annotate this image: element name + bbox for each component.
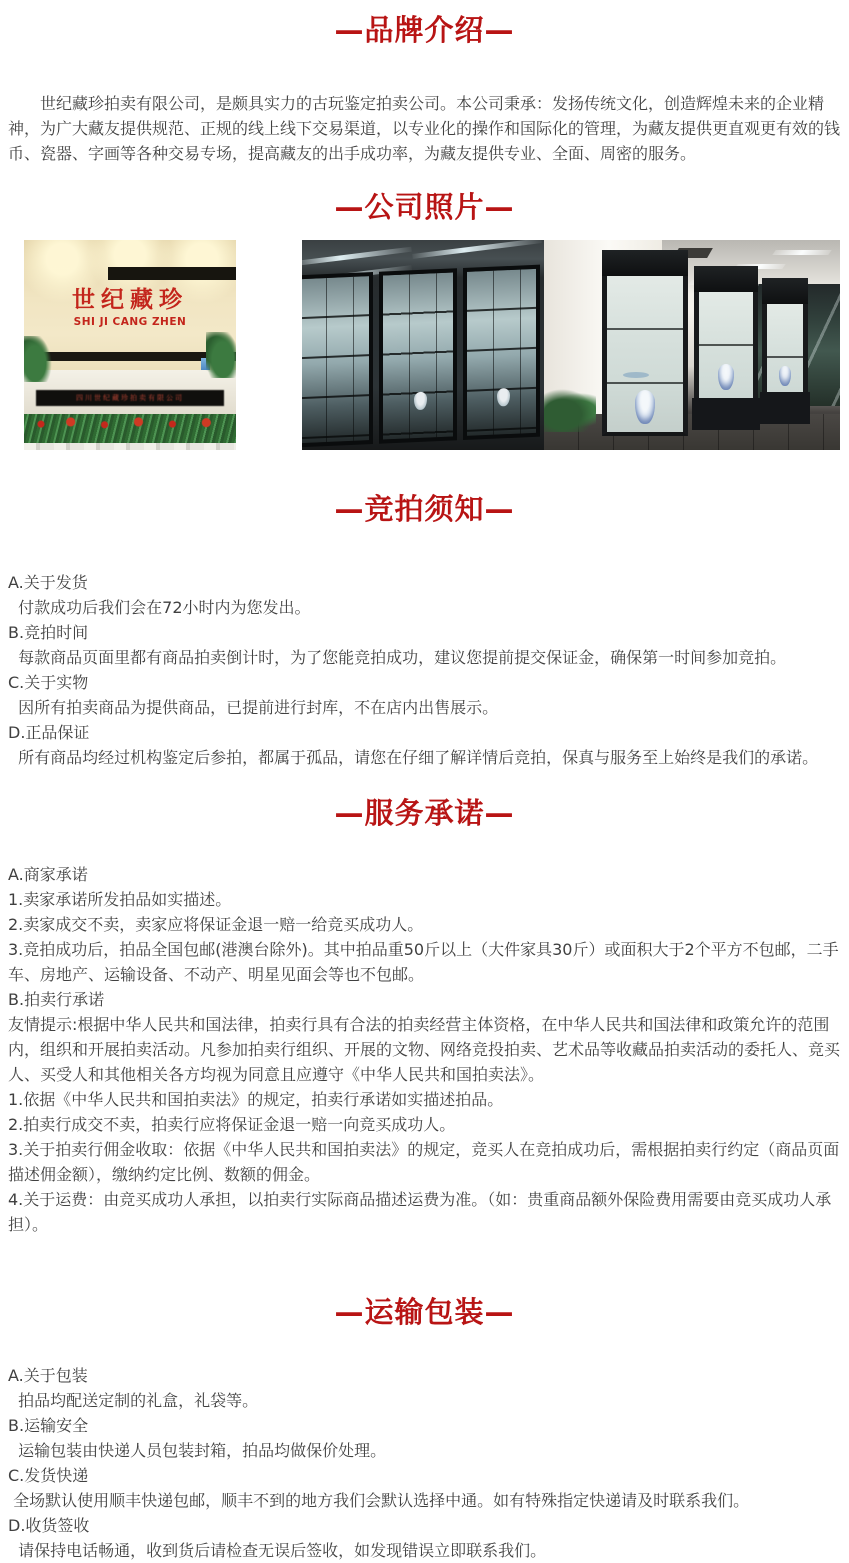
blue-white-vase: [635, 390, 655, 424]
blue-white-vase: [779, 366, 791, 386]
notice-item-c-label: C.关于实物: [8, 673, 89, 692]
display-cabinet: [463, 265, 540, 440]
cabinet-cap: [694, 266, 758, 292]
notice-item-c-text: 因所有拍卖商品为提供商品，已提前进行封库，不在店内出售展示。: [8, 698, 499, 717]
company-photo-row: [24, 240, 849, 450]
display-tower: [602, 250, 688, 436]
display-cabinet-row: [302, 265, 540, 448]
service-seller-item-1: 1.卖家承诺所发拍品如实描述。: [8, 890, 232, 909]
company-photo-showcase-dark: [302, 240, 544, 450]
potted-plant: [206, 332, 236, 378]
cabinet-base: [760, 392, 810, 424]
notice-item-a-label: A.关于发货: [8, 573, 88, 592]
shipping-item-d-label: D.收货签收: [8, 1516, 90, 1535]
shipping-item-d-text: 请保持电话畅通，收到货后请检查无误后签收，如发现错误立即联系我们。: [8, 1541, 547, 1560]
shipping-item-a-label: A.关于包装: [8, 1366, 88, 1385]
potted-plant: [544, 388, 596, 432]
brand-intro-paragraph: 世纪藏珍拍卖有限公司，是颇具实力的古玩鉴定拍卖公司。本公司秉承：发扬传统文化，创造辉煌未来的企业精神，为广大藏友提供规范、正规的线上线下交易渠道，以专业化的操作和国际化的管理，为藏友提供更直观更有效的钱币、瓷器、字画等各种交易专场，提高藏友的出手成功率，为藏友提供专业、全面、周密的服务。: [8, 94, 841, 163]
section-title-company-photos: —公司照片—: [334, 190, 515, 224]
shipping-item-b-text: 运输包装由快递人员包装封箱，拍品均做保价处理。: [8, 1441, 387, 1460]
ceiling-light: [412, 240, 542, 259]
display-tower: [694, 266, 758, 430]
wall-stripe-decor: [108, 267, 236, 280]
cabinet-base: [692, 398, 760, 430]
porcelain-plate: [623, 372, 649, 378]
service-house-item-4: 4.关于运费：由竞买成功人承担，以拍卖行实际商品描述运费为准。（如：贵重商品额外保险费用需要由竞买成功人承担）。: [8, 1190, 832, 1234]
ceiling-light: [302, 247, 412, 267]
reception-brand-pinyin: SHI JI CANG ZHEN: [73, 316, 187, 328]
service-house-item-1: 1.依据《中华人民共和国拍卖法》的规定，拍卖行承诺如实描述拍品。: [8, 1090, 504, 1109]
porcelain-vase: [414, 392, 427, 411]
porcelain-vase: [497, 388, 510, 407]
service-seller-label: A.商家承诺: [8, 865, 88, 884]
ceiling-light: [772, 250, 832, 255]
cabinet-cap: [762, 278, 808, 304]
company-photo-showcase-bright: [544, 240, 840, 450]
notice-item-b-text: 每款商品页面里都有商品拍卖倒计时，为了您能竞拍成功，建议您提前提交保证金，确保第一时间参加竞拍。: [8, 648, 787, 667]
service-promise-list: [0, 862, 849, 1237]
blue-white-vase: [718, 364, 734, 390]
notice-item-d-label: D.正品保证: [8, 723, 90, 742]
service-friendly-reminder: 友情提示:根据中华人民共和国法律，拍卖行具有合法的拍卖经营主体资格，在中华人民共和国法律和政策允许的范围内，组织和开展拍卖活动。凡参加拍卖行组织、开展的文物、网络竞投拍卖、艺术品等收藏品拍卖活动的委托人、竞买人、买受人和其他相关各方均视为同意且应遵守《中华人民共和国拍卖法》。: [8, 1015, 841, 1084]
shipping-item-b-label: B.运输安全: [8, 1416, 89, 1435]
shipping-item-c-text: 全场默认使用顺丰快递包邮，顺丰不到的地方我们会默认选择中通。如有特殊指定快递请及时联系我们。: [8, 1491, 750, 1510]
service-seller-item-3: 3.竞拍成功后，拍品全国包邮(港澳台除外)。其中拍品重50斤以上（大件家具30斤）或面积大于2个平方不包邮，二手车、房地产、运输设备、不动产、明星见面会等也不包邮。: [8, 940, 839, 984]
display-tower: [762, 278, 808, 424]
reception-brand-chinese: 世纪藏珍: [72, 287, 188, 313]
display-cabinet: [302, 272, 373, 447]
cabinet-cap: [602, 250, 688, 276]
section-title-service-promise: —服务承诺—: [334, 796, 515, 830]
shipping-item-c-label: C.发货快递: [8, 1466, 89, 1485]
flower-row: [24, 414, 236, 450]
company-photo-reception: [24, 240, 236, 450]
notice-item-b-label: B.竞拍时间: [8, 623, 89, 642]
section-title-auction-notice: —竞拍须知—: [334, 492, 515, 526]
section-title-shipping-packaging: —运输包装—: [334, 1295, 515, 1329]
shipping-packaging-list: [0, 1363, 849, 1563]
reception-counter-nameplate: 四川世纪藏珍拍卖有限公司: [36, 390, 224, 406]
cabinet-glass: [602, 276, 688, 436]
service-seller-item-2: 2.卖家成交不卖，卖家应将保证金退一赔一给竞买成功人。: [8, 915, 424, 934]
notice-item-d-text: 所有商品均经过机构鉴定后参拍，都属于孤品，请您在仔细了解详情后竞拍，保真与服务至上始终是我们的承诺。: [8, 748, 819, 767]
service-house-item-2: 2.拍卖行成交不卖，拍卖行应将保证金退一赔一向竞买成功人。: [8, 1115, 456, 1134]
potted-plant: [24, 336, 52, 382]
section-title-brand-intro: —品牌介绍—: [334, 13, 515, 47]
service-auction-house-label: B.拍卖行承诺: [8, 990, 105, 1009]
shipping-item-a-text: 拍品均配送定制的礼盒，礼袋等。: [8, 1391, 259, 1410]
display-cabinet: [379, 268, 456, 443]
notice-item-a-text: 付款成功后我们会在72小时内为您发出。: [8, 598, 311, 617]
service-house-item-3: 3.关于拍卖行佣金收取：依据《中华人民共和国拍卖法》的规定，竞买人在竞拍成功后，需根据拍卖行约定（商品页面描述佣金额），缴纳约定比例、数额的佣金。: [8, 1140, 840, 1184]
auction-notice-list: [0, 570, 849, 770]
